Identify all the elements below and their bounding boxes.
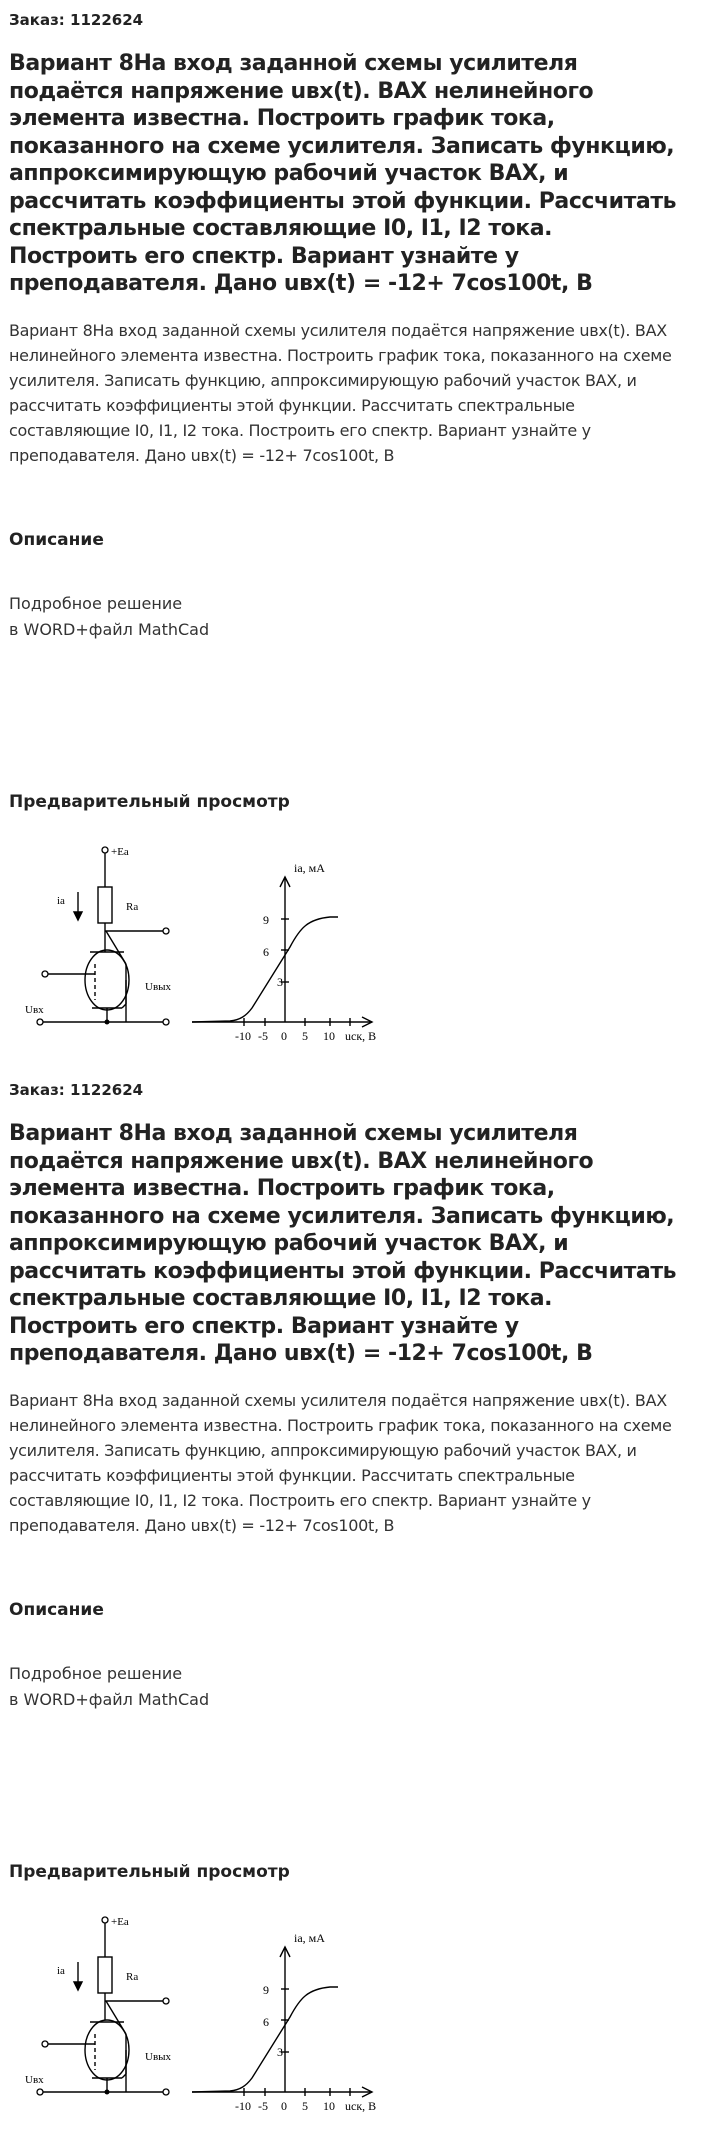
description-heading: Описание bbox=[9, 1600, 104, 1620]
x-tick-5: 5 bbox=[302, 1029, 308, 1043]
order-label: Заказ: 1122624 bbox=[9, 11, 144, 29]
y-axis-label: iа, мА bbox=[294, 861, 325, 875]
preview-image bbox=[0, 832, 400, 1062]
resistor-label: Ra bbox=[126, 901, 139, 913]
x-axis-label: uск, В bbox=[345, 1029, 377, 1043]
x-tick-5: 5 bbox=[302, 2099, 308, 2113]
description-heading: Описание bbox=[9, 530, 104, 550]
description-line-2: в WORD+файл MathCad bbox=[9, 620, 210, 639]
x-tick--10: -10 bbox=[235, 1029, 251, 1043]
description-line-1: Подробное решение bbox=[9, 1664, 183, 1683]
y-tick-3: 3 bbox=[277, 975, 283, 989]
output-label: Uвых bbox=[145, 2051, 172, 2063]
preview-image bbox=[0, 1902, 400, 2132]
output-label: Uвых bbox=[145, 981, 172, 993]
x-axis-label: uск, В bbox=[345, 2099, 377, 2113]
input-label: Uвх bbox=[25, 1004, 44, 1016]
order-block-2 bbox=[0, 1070, 701, 2154]
x-tick--10: -10 bbox=[235, 2099, 251, 2113]
current-label: ia bbox=[57, 1965, 65, 1977]
supply-label: +Ea bbox=[111, 846, 129, 858]
current-label: ia bbox=[57, 895, 65, 907]
x-tick--5: -5 bbox=[258, 2099, 268, 2113]
schematic-and-vax-figure bbox=[0, 832, 400, 1062]
x-tick-10: 10 bbox=[323, 2099, 335, 2113]
task-text: Вариант 8На вход заданной схемы усилителя подаётся напряжение uвх(t). ВАХ нелинейного элемента известна. Построить график тока, показанного на схеме усилителя. Записать функцию, аппроксимирующую рабочий участок ВАХ, и рассчитать коэффициенты этой функции. Рассчитать спектральные составляющие I0, I1, I2 тока. Построить его спектр. Вариант узнайте у преподавателя. Дано uвх(t) = -12+ 7cos100t, В bbox=[9, 321, 672, 465]
schematic-and-vax-figure bbox=[0, 1902, 400, 2132]
resistor-label: Ra bbox=[126, 1971, 139, 1983]
x-tick-0: 0 bbox=[281, 1029, 287, 1043]
description-line-2: в WORD+файл MathCad bbox=[9, 1690, 210, 1709]
x-tick-10: 10 bbox=[323, 1029, 335, 1043]
y-axis-label: iа, мА bbox=[294, 1931, 325, 1945]
y-tick-9: 9 bbox=[263, 913, 269, 927]
y-tick-6: 6 bbox=[263, 945, 269, 959]
y-tick-6: 6 bbox=[263, 2015, 269, 2029]
page-title: Вариант 8На вход заданной схемы усилителя подаётся напряжение uвх(t). ВАХ нелинейного элемента известна. Построить график тока, показанного на схеме усилителя. Записать функцию, аппроксимирующую рабочий участок ВАХ, и рассчитать коэффициенты этой функции. Рассчитать спектральные составляющие I0, I1, I2 тока. Построить его спектр. Вариант узнайте у преподавателя. Дано uвх(t) = -12+ 7cos100t, В bbox=[9, 51, 677, 296]
x-tick--5: -5 bbox=[258, 1029, 268, 1043]
preview-heading: Предварительный просмотр bbox=[9, 792, 290, 812]
order-label: Заказ: 1122624 bbox=[9, 1081, 144, 1099]
y-tick-9: 9 bbox=[263, 1983, 269, 1997]
x-tick-0: 0 bbox=[281, 2099, 287, 2113]
y-tick-3: 3 bbox=[277, 2045, 283, 2059]
page-title: Вариант 8На вход заданной схемы усилителя подаётся напряжение uвх(t). ВАХ нелинейного элемента известна. Построить график тока, показанного на схеме усилителя. Записать функцию, аппроксимирующую рабочий участок ВАХ, и рассчитать коэффициенты этой функции. Рассчитать спектральные составляющие I0, I1, I2 тока. Построить его спектр. Вариант узнайте у преподавателя. Дано uвх(t) = -12+ 7cos100t, В bbox=[9, 1121, 677, 1366]
task-text: Вариант 8На вход заданной схемы усилителя подаётся напряжение uвх(t). ВАХ нелинейного элемента известна. Построить график тока, показанного на схеме усилителя. Записать функцию, аппроксимирующую рабочий участок ВАХ, и рассчитать коэффициенты этой функции. Рассчитать спектральные составляющие I0, I1, I2 тока. Построить его спектр. Вариант узнайте у преподавателя. Дано uвх(t) = -12+ 7cos100t, В bbox=[9, 1391, 672, 1535]
description-line-1: Подробное решение bbox=[9, 594, 183, 613]
input-label: Uвх bbox=[25, 2074, 44, 2086]
preview-heading: Предварительный просмотр bbox=[9, 1862, 290, 1882]
supply-label: +Ea bbox=[111, 1916, 129, 1928]
